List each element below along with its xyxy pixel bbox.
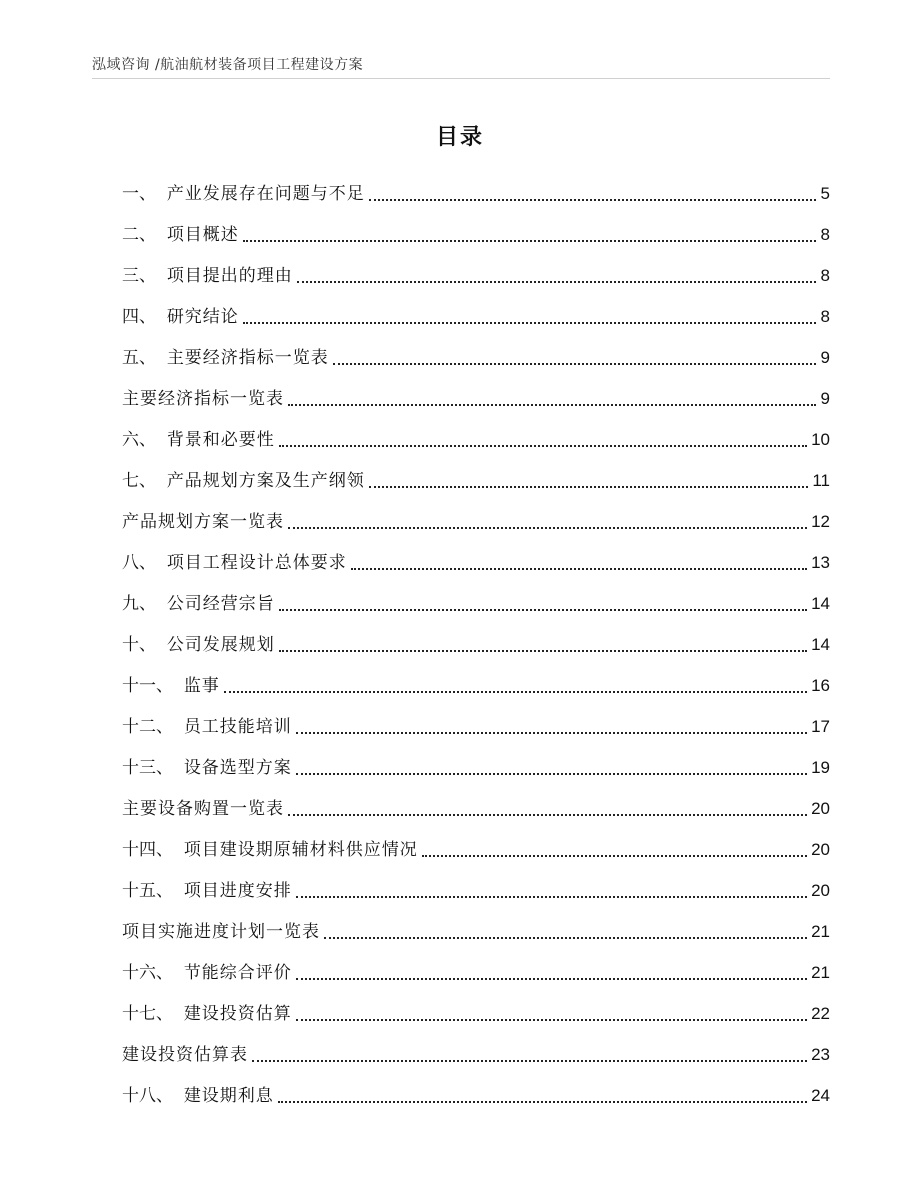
toc-entry[interactable]: [122, 663, 830, 704]
toc-entry-number: 六、: [122, 430, 167, 450]
toc-entry[interactable]: [122, 704, 830, 745]
toc-entry[interactable]: [122, 909, 830, 950]
toc-entry-number: 三、: [122, 266, 167, 286]
toc-entry[interactable]: [122, 540, 830, 581]
toc-entry[interactable]: [122, 253, 830, 294]
toc-dot-leader: [369, 486, 809, 488]
toc-entry-page-number: 20: [811, 840, 830, 859]
toc-entry-page-number: 21: [811, 922, 830, 941]
toc-entry-title: 主要经济指标一览表: [122, 389, 284, 409]
toc-entry-number: 十八、: [122, 1086, 184, 1106]
toc-entry-title: 项目概述: [166, 225, 239, 245]
toc-dot-leader: [422, 855, 807, 857]
toc-entry[interactable]: [122, 622, 830, 663]
toc-entry-page-number: 9: [820, 348, 830, 367]
toc-entry-page-number: 8: [820, 307, 830, 326]
toc-dot-leader: [333, 363, 816, 365]
toc-dot-leader: [288, 527, 807, 529]
toc-dot-leader: [252, 1060, 807, 1062]
toc-entry-number: 四、: [122, 307, 167, 327]
toc-entry-number: 十七、: [122, 1004, 184, 1024]
toc-entry-number: 九、: [122, 594, 167, 614]
toc-entry-page-number: 19: [811, 758, 830, 777]
toc-dot-leader: [324, 937, 807, 939]
toc-entry[interactable]: [122, 294, 830, 335]
toc-entry[interactable]: [122, 212, 830, 253]
toc-entry[interactable]: [122, 458, 830, 499]
toc-dot-leader: [296, 773, 807, 775]
toc-entry[interactable]: [122, 745, 830, 786]
toc-entry-title: 员工技能培训: [183, 717, 292, 737]
toc-entry[interactable]: [122, 499, 830, 540]
toc-dot-leader: [279, 609, 807, 611]
toc-entry-number: 十六、: [122, 963, 184, 983]
toc-entry[interactable]: [122, 786, 830, 827]
toc-entry-title: 项目工程设计总体要求: [166, 553, 347, 573]
toc-entry-title: 项目实施进度计划一览表: [122, 922, 320, 942]
toc-entry-page-number: 5: [820, 184, 830, 203]
toc-entry-page-number: 14: [811, 594, 830, 613]
toc-entry-page-number: 24: [811, 1086, 830, 1105]
toc-entry-page-number: 14: [811, 635, 830, 654]
toc-entry-page-number: 12: [811, 512, 830, 531]
toc-dot-leader: [369, 199, 816, 201]
toc-entry-number: 十四、: [122, 840, 184, 860]
toc-entry-number: 八、: [122, 553, 167, 573]
toc-entry-title: 主要设备购置一览表: [122, 799, 284, 819]
toc-dot-leader: [288, 814, 807, 816]
toc-entry-title: 公司发展规划: [166, 635, 275, 655]
toc-entry-title: 研究结论: [166, 307, 239, 327]
toc-entry-page-number: 21: [811, 963, 830, 982]
toc-dot-leader: [296, 1019, 807, 1021]
toc-entry-title: 项目进度安排: [183, 881, 292, 901]
toc-entry-title: 产品规划方案一览表: [122, 512, 284, 532]
toc-dot-leader: [296, 978, 807, 980]
toc-dot-leader: [288, 404, 816, 406]
toc-entry-number: 十、: [122, 635, 167, 655]
toc-entry-title: 节能综合评价: [183, 963, 292, 983]
toc-entry-page-number: 16: [811, 676, 830, 695]
toc-entry-number: 十五、: [122, 881, 184, 901]
toc-dot-leader: [243, 240, 816, 242]
toc-entry-page-number: 20: [811, 881, 830, 900]
toc-entry[interactable]: [122, 581, 830, 622]
toc-entry-title: 产业发展存在问题与不足: [166, 184, 365, 204]
toc-entry[interactable]: [122, 335, 830, 376]
toc-entry[interactable]: [122, 417, 830, 458]
toc-entry-page-number: 23: [811, 1045, 830, 1064]
toc-entry-page-number: 13: [811, 553, 830, 572]
toc-dot-leader: [297, 281, 816, 283]
toc-entry-page-number: 9: [820, 389, 830, 408]
toc-entry-page-number: 11: [812, 471, 830, 490]
toc-entry-title: 主要经济指标一览表: [166, 348, 329, 368]
toc-dot-leader: [224, 691, 807, 693]
toc-dot-leader: [296, 732, 807, 734]
toc-entry-page-number: 17: [811, 717, 830, 736]
toc-entry-page-number: 10: [811, 430, 830, 449]
toc-entry-title: 建设投资估算: [183, 1004, 292, 1024]
toc-entry-title: 项目提出的理由: [166, 266, 293, 286]
toc-dot-leader: [279, 445, 807, 447]
toc-entry-title: 背景和必要性: [166, 430, 275, 450]
toc-entry-page-number: 8: [820, 225, 830, 244]
toc-entry-title: 建设期利息: [183, 1086, 274, 1106]
toc-entry[interactable]: [122, 991, 830, 1032]
toc-entry-number: 十三、: [122, 758, 184, 778]
toc-entry-page-number: 22: [811, 1004, 830, 1023]
toc-entry-number: 十二、: [122, 717, 184, 737]
toc-entry-title: 设备选型方案: [183, 758, 292, 778]
toc-entry-number: 二、: [122, 225, 167, 245]
toc-entry-number: 十一、: [122, 676, 184, 696]
running-header: 泓域咨询 /航油航材装备项目工程建设方案: [92, 57, 364, 73]
toc-entry[interactable]: [122, 868, 830, 909]
header-divider: [92, 78, 830, 79]
toc-entry[interactable]: [122, 171, 830, 212]
toc-entry-number: 一、: [122, 184, 167, 204]
toc-entry[interactable]: [122, 376, 830, 417]
toc-entry-title: 公司经营宗旨: [166, 594, 275, 614]
toc-dot-leader: [351, 568, 807, 570]
toc-entry[interactable]: [122, 950, 830, 991]
table-of-contents: [122, 171, 830, 1114]
toc-entry[interactable]: [122, 1032, 830, 1073]
page-title: 目录: [435, 125, 484, 150]
toc-entry-page-number: 20: [811, 799, 830, 818]
toc-entry-number: 七、: [122, 471, 167, 491]
toc-entry-title: 产品规划方案及生产纲领: [166, 471, 365, 491]
toc-entry[interactable]: [122, 1073, 830, 1114]
toc-dot-leader: [278, 1101, 807, 1103]
toc-entry[interactable]: [122, 827, 830, 868]
toc-entry-page-number: 8: [820, 266, 830, 285]
toc-entry-title: 项目建设期原辅材料供应情况: [183, 840, 418, 860]
toc-entry-title: 建设投资估算表: [122, 1045, 248, 1065]
toc-dot-leader: [296, 896, 807, 898]
toc-dot-leader: [279, 650, 807, 652]
toc-entry-number: 五、: [122, 348, 167, 368]
toc-entry-title: 监事: [183, 676, 220, 696]
toc-dot-leader: [243, 322, 816, 324]
